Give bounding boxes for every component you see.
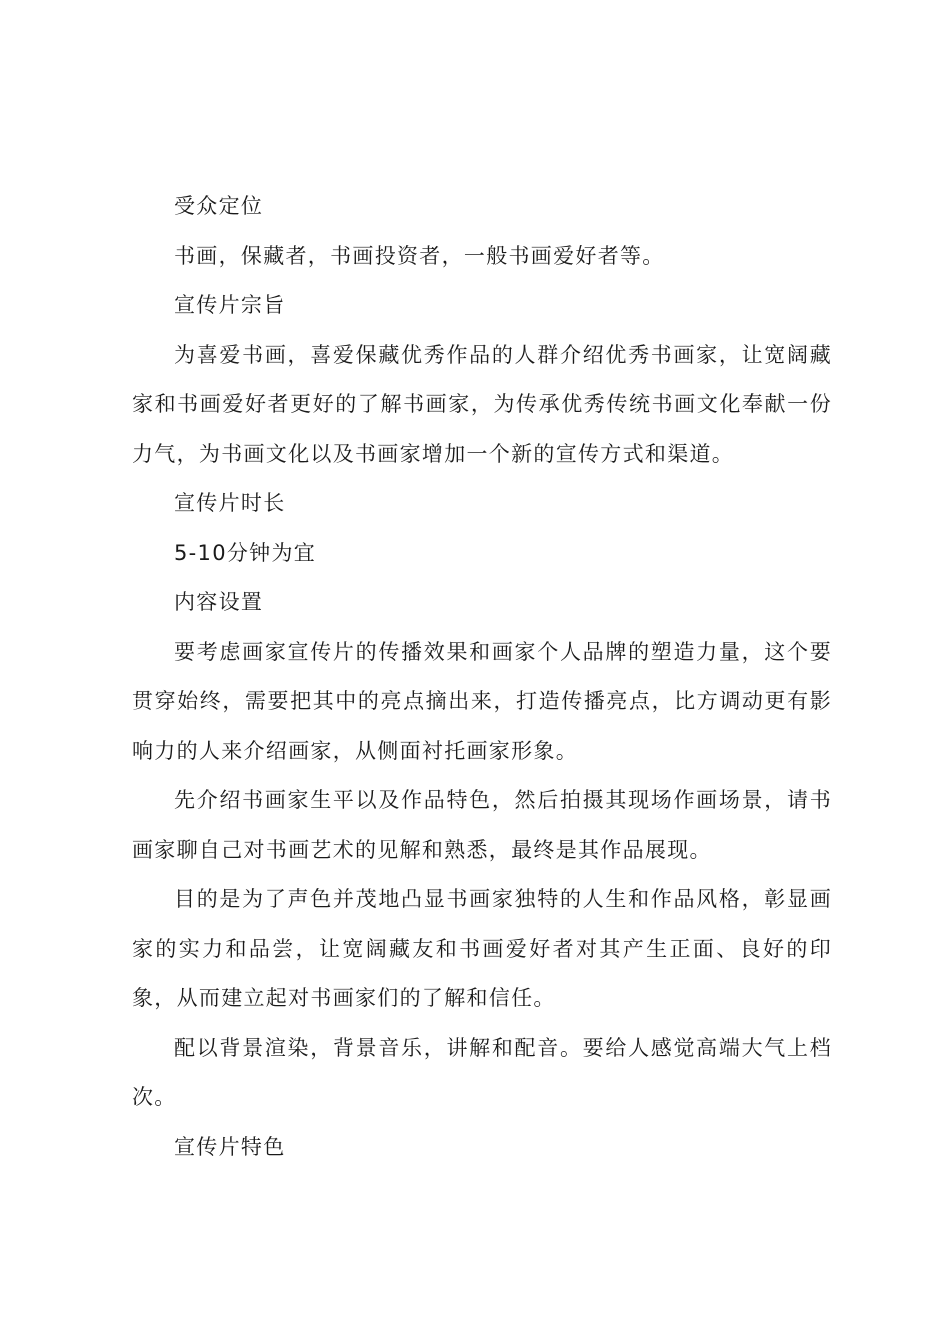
paragraph-content-1: 要考虑画家宣传片的传播效果和画家个人品牌的塑造力量，这个要贯穿始终，需要把其中的亮点摘出来，打造传播亮点，比方调动更有影响力的人来介绍画家，从侧面衬托画家形象。 xyxy=(132,639,832,763)
paragraph-audience: 书画，保藏者，书画投资者，一般书画爱好者等。 xyxy=(174,243,665,268)
paragraph-duration: 5-10分钟为宜 xyxy=(174,540,317,565)
heading-features: 宣传片特色 xyxy=(174,1134,286,1159)
document-body xyxy=(132,182,832,1172)
heading-purpose: 宣传片宗旨 xyxy=(174,293,286,317)
heading-content: 内容设置 xyxy=(174,590,264,614)
paragraph-content-3: 目的是为了声色并茂地凸显书画家独特的人生和作品风格，彰显画家的实力和品尝，让宽阔藏友和书画爱好者对其产生正面、良好的印象，从而建立起对书画家们的了解和信任。 xyxy=(132,887,832,1010)
heading-duration: 宣传片时长 xyxy=(174,491,286,515)
paragraph-content-4: 配以背景渲染，背景音乐，讲解和配音。要给人感觉高端大气上档次。 xyxy=(132,1035,832,1109)
paragraph-purpose: 为喜爱书画，喜爱保藏优秀作品的人群介绍优秀书画家，让宽阔藏家和书画爱好者更好的了解书画家，为传承优秀传统书画文化奉献一份力气，为书画文化以及书画家增加一个新的宣传方式和渠道。 xyxy=(132,342,832,466)
paragraph-content-2: 先介绍书画家生平以及作品特色，然后拍摄其现场作画场景，请书画家聊自己对书画艺术的见解和熟悉，最终是其作品展现。 xyxy=(132,788,832,862)
heading-audience: 受众定位 xyxy=(174,194,264,218)
